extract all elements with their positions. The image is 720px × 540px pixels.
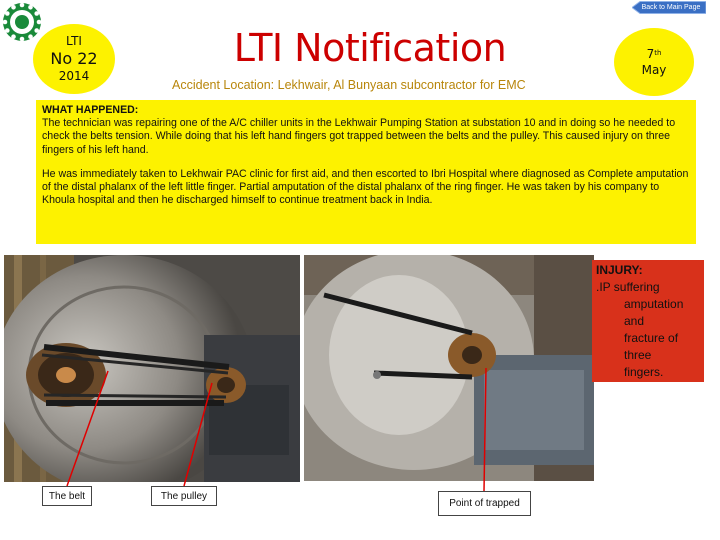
injury-line-6: fingers. — [624, 365, 664, 379]
injury-line-4: fracture of — [624, 331, 679, 345]
what-happened-paragraph-1: The technician was repairing one of the A/C chiller units in the Lekhwair Pumping Station at substation 10 and in doing so he needed to check the belts tension. While doing that his left hand fingers got trapped between the belts and the pulley. This caused injury on three fingers of his left hand. — [42, 117, 676, 156]
badge-lti-label: LTI — [66, 34, 82, 48]
page-title: LTI Notification — [233, 26, 507, 70]
injury-line-3: and — [624, 314, 645, 328]
what-happened-paragraph-2: He was immediately taken to Lekhwair PAC clinic for first aid, and then escorted to Ibri Hospital where diagnosed as Complete amputation of the distal phalanx of the left little finger. Partial amputation of the distal phalanx of the ring finger. He was taken by his company to Khoula hospital and then he discharged himself to continue treatment back in India. — [42, 167, 689, 207]
pulley-callout: The pulley — [151, 486, 217, 506]
date-month: May — [641, 63, 667, 77]
date-suffix: th — [654, 49, 662, 57]
injury-heading: INJURY: — [596, 263, 643, 277]
belt-callout: The belt — [42, 486, 92, 506]
injury-line-1: .IP suffering — [596, 280, 660, 294]
trap-point-callout: Point of trapped — [438, 491, 531, 516]
injury-line-2: amputation — [624, 297, 684, 311]
injury-line-5: three — [624, 348, 652, 362]
badge-number: No 22 — [50, 49, 98, 68]
back-button-label: Back to Main Page — [641, 4, 701, 11]
date-day: 7 — [646, 47, 655, 61]
accident-location: Accident Location: Lekhwair, Al Bunyaan subcontractor for EMC — [172, 78, 526, 92]
badge-year: 2014 — [58, 69, 90, 83]
what-happened-heading: WHAT HAPPENED: — [42, 104, 139, 116]
